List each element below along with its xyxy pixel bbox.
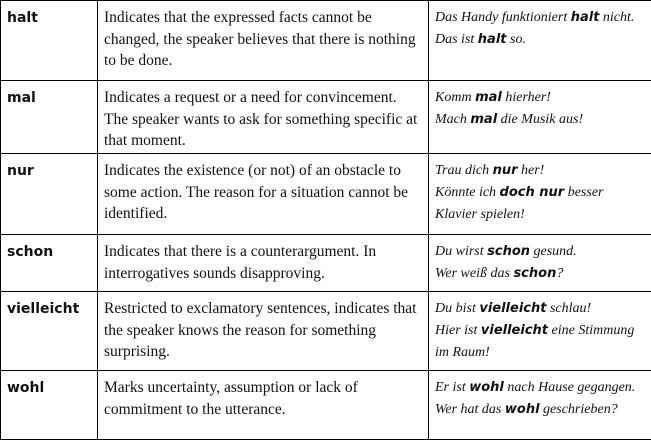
particle-word: vielleicht: [7, 301, 79, 317]
meaning-cell: [98, 292, 429, 371]
example-sentence: Wer weiß das schon?: [435, 263, 645, 285]
examples-cell: [429, 371, 651, 440]
particle-meaning: Indicates that there is a counterargument. In interrogatives sounds disapproving.: [104, 243, 376, 282]
table-row: [1, 292, 651, 371]
table-row: [1, 371, 651, 440]
example-sentence: Du wirst schon gesund.: [435, 241, 645, 263]
particle-word: mal: [7, 90, 36, 106]
example-sentence: Mach mal die Musik aus!: [435, 109, 645, 131]
particle-cell: [1, 371, 98, 440]
particle-word: nur: [7, 163, 34, 179]
meaning-cell: [98, 1, 429, 81]
table-row: [1, 1, 651, 81]
particle-meaning: Marks uncertainty, assumption or lack of commitment to the utterance.: [104, 379, 358, 418]
example-sentence: Hier ist vielleicht eine Stimmung im Raum!: [435, 320, 645, 364]
example-sentence: Das ist halt so.: [435, 29, 645, 51]
particle-cell: [1, 292, 98, 371]
particle-cell: [1, 1, 98, 81]
example-sentence: Könnte ich doch nur besser Klavier spielen!: [435, 182, 645, 226]
particle-word: halt: [7, 10, 38, 26]
particle-meaning: Restricted to exclamatory sentences, indicates that the speaker knows the reason for something surprising.: [104, 300, 416, 360]
examples-cell: [429, 154, 651, 235]
meaning-cell: [98, 81, 429, 154]
particle-meaning: Indicates that the expressed facts cannot be changed, the speaker believes that there is nothing to be done.: [104, 9, 416, 69]
meaning-cell: [98, 154, 429, 235]
example-sentence: Komm mal hierher!: [435, 87, 645, 109]
particle-word: schon: [7, 244, 53, 260]
example-sentence: Er ist wohl nach Hause gegangen.: [435, 377, 645, 399]
particle-meaning: Indicates a request or a need for convincement. The speaker wants to ask for something specific at that moment.: [104, 89, 417, 149]
table-row: [1, 81, 651, 154]
particle-cell: [1, 154, 98, 235]
table-row: [1, 235, 651, 292]
examples-cell: [429, 292, 651, 371]
example-sentence: Das Handy funktioniert halt nicht.: [435, 7, 645, 29]
examples-cell: [429, 235, 651, 292]
particle-meaning: Indicates the existence (or not) of an obstacle to some action. The reason for a situation cannot be identified.: [104, 162, 408, 222]
example-sentence: Du bist vielleicht schlau!: [435, 298, 645, 320]
examples-cell: [429, 81, 651, 154]
meaning-cell: [98, 235, 429, 292]
example-sentence: Wer hat das wohl geschrieben?: [435, 399, 645, 421]
table-row: [1, 154, 651, 235]
example-sentence: Trau dich nur her!: [435, 160, 645, 182]
examples-cell: [429, 1, 651, 81]
particle-cell: [1, 235, 98, 292]
meaning-cell: [98, 371, 429, 440]
particle-cell: [1, 81, 98, 154]
particle-word: wohl: [7, 380, 44, 396]
